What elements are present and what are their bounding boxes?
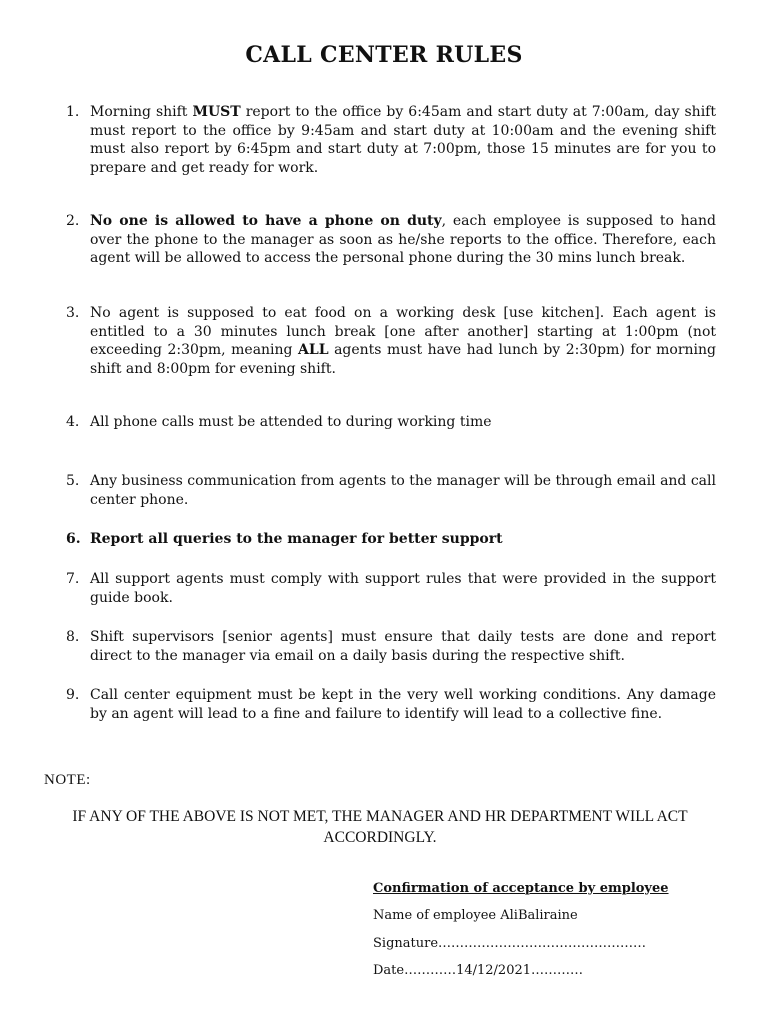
note-label: NOTE: <box>44 772 91 788</box>
employee-name-line: Name of employee AliBaliraine <box>373 908 578 923</box>
rule-item-9: 9. Call center equipment must be kept in the very well working conditions. Any damage by an agent will lead to a fine and failure to identify will lead to a collective fine. <box>66 687 716 722</box>
document-title: CALL CENTER RULES <box>245 42 523 68</box>
rule-item-7: 7. All support agents must comply with support rules that were provided in the support guide book. <box>66 571 716 606</box>
rule-item-3: 3. No agent is supposed to eat food on a working desk [use kitchen]. Each agent is entitled to a 30 minutes lunch break [one after another] starting at 1:00pm (not exceeding 2:30pm, meaning ALL agents must have had lunch by 2:30pm) for morning shift and 8:00pm for evening shift. <box>66 305 716 377</box>
rule-item-4: 4. All phone calls must be attended to during working time <box>66 414 492 430</box>
rule-item-8: 8. Shift supervisors [senior agents] must ensure that daily tests are done and report direct to the manager via email on a daily basis during the respective shift. <box>66 629 716 664</box>
rule-item-6: 6. Report all queries to the manager for better support <box>66 531 503 547</box>
rule-item-2: 2. No one is allowed to have a phone on duty, each employee is supposed to hand over the phone to the manager as soon as he/she reports to the office. Therefore, each agent will be allowed to access the personal phone during the 30 mins lunch break. <box>66 213 716 266</box>
date-line: Date…………14/12/2021………… <box>373 963 584 978</box>
signature-line: Signature………………………………………… <box>373 936 647 951</box>
rule-item-1: 1. Morning shift MUST report to the office by 6:45am and start duty at 7:00am, day shift must report to the office by 9:45am and start duty at 10:00am and the evening shift must also report by 6:45pm and start duty at 7:00pm, those 15 minutes are for you to prepare and get ready for work. <box>66 104 716 176</box>
rule-item-5: 5. Any business communication from agents to the manager will be through email and call center phone. <box>66 473 716 508</box>
warning-text: IF ANY OF THE ABOVE IS NOT MET, THE MANAGER AND HR DEPARTMENT WILL ACT ACCORDINGLY. <box>72 808 688 846</box>
confirmation-title: Confirmation of acceptance by employee <box>373 881 669 896</box>
